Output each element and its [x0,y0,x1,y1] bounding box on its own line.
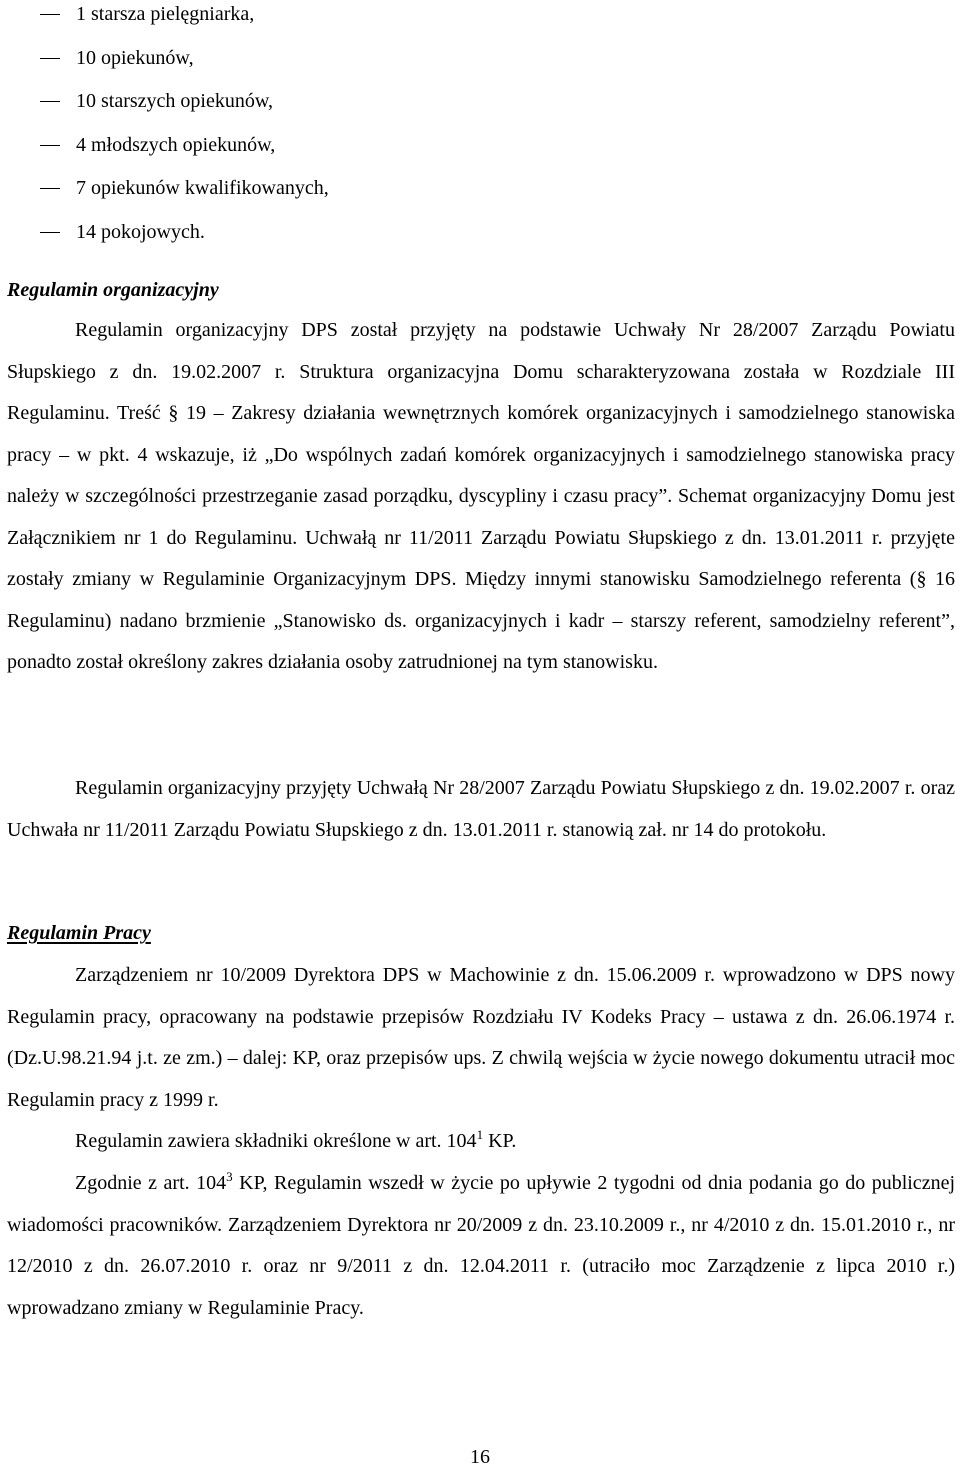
list-item [0,87,960,131]
paragraph-text: Zarządzeniem nr 10/2009 Dyrektora DPS w Machowinie z dn. 15.06.2009 r. wprowadzono w DPS nowy Regulamin pracy, opracowany na podstawie przepisów Rozdziału IV Kodeks Pracy – ustawa z dn. 26.06.1974 r. (Dz.U.98.21.94 j.t. ze zm.) – dalej: KP, oraz przepisów ups. Z chwilą wejścia w życie nowego dokumentu utracił moc Regulamin pracy z 1999 r. [7,964,955,1111]
section-heading-regulamin-pracy: Regulamin Pracy [7,922,151,944]
staff-list [0,0,960,262]
dash-bullet [40,188,60,189]
list-item-text: 1 starsza pielęgniarka, [76,3,255,25]
list-item [0,174,960,218]
paragraph-text: KP. [483,1130,517,1152]
dash-bullet [40,58,60,59]
superscript: 1 [476,1127,484,1142]
list-item [0,131,960,175]
paragraph-text: KP, Regulamin wszedł w życie po upływie 2 tygodni od dnia podania go do publicznej wiadomości pracowników. Zarządzeniem Dyrektora nr 20/2009 z dn. 23.10.2009 r., nr 4/2010 z dn. 15.01.2010 r., nr 12/2010 z dn. 26.07.2010 r. oraz nr 9/2011 z dn. 12.04.2011 r. (utraciło moc Zarządzenie z lipca 2010 r.) wprowadzano zmiany w Regulaminie Pracy. [7,1172,955,1319]
list-item-text: 10 opiekunów, [76,46,194,69]
paragraph-regulamin-pracy-1 [7,955,955,1121]
dash-bullet [40,101,60,102]
list-item [0,218,960,262]
dash-bullet [40,145,60,146]
list-item-text: 14 pokojowych. [76,220,205,243]
paragraph-regulamin-organizacyjny-2: Regulamin organizacyjny przyjęty Uchwałą Nr 28/2007 Zarządu Powiatu Słupskiego z dn. 19.02.2007 r. oraz Uchwała nr 11/2011 Zarządu Powiatu Słupskiego z dn. 13.01.2011 r. stanowią zał. nr 14 do protokołu. [7,777,955,841]
list-item-text: 4 młodszych opiekunów, [76,133,276,156]
dash-bullet [40,14,60,15]
paragraph-text: Regulamin zawiera składniki określone w art. 104 [75,1130,477,1152]
paragraph-regulamin-organizacyjny-1: Regulamin organizacyjny DPS został przyjęty na podstawie Uchwały Nr 28/2007 Zarządu Powiatu Słupskiego z dn. 19.02.2007 r. Struktura organizacyjna Domu scharakteryzowana została w Rozdziale III Regulaminu. Treść § 19 – Zakresy działania wewnętrznych komórek organizacyjnych i samodzielnego stanowiska pracy – w pkt. 4 wskazuje, iż „Do wspólnych zadań komórek organizacyjnych i samodzielnego stanowiska pracy należy w szczególności przestrzeganie zasad porządku, dyscypliny i czasu pracy”. Schemat organizacyjny Domu jest Załącznikiem nr 1 do Regulaminu. Uchwałą nr 11/2011 Zarządu Powiatu Słupskiego z dn. 13.01.2011 r. przyjęte zostały zmiany w Regulaminie Organizacyjnym DPS. Między innymi stanowisku Samodzielnego referenta (§ 16 Regulaminu) nadano brzmienie „Stanowisko ds. organizacyjnych i kadr – starszy referent, samodzielny referent”, ponadto został określony zakres działania osoby zatrudnionej na tym stanowisku. [7,319,955,673]
paragraph-text: Zgodnie z art. 104 [75,1172,227,1194]
dash-bullet [40,232,60,233]
list-item-text: 7 opiekunów kwalifikowanych, [76,177,329,200]
paragraph-regulamin-pracy-2 [7,1121,955,1163]
section-heading-regulamin-organizacyjny: Regulamin organizacyjny [7,279,219,301]
paragraph-regulamin-pracy-3 [7,1163,955,1329]
superscript: 3 [226,1169,233,1184]
list-item [0,44,960,88]
list-item-text: 10 starszych opiekunów, [76,90,273,113]
page-number: 16 [470,1446,490,1468]
list-item [0,0,960,44]
